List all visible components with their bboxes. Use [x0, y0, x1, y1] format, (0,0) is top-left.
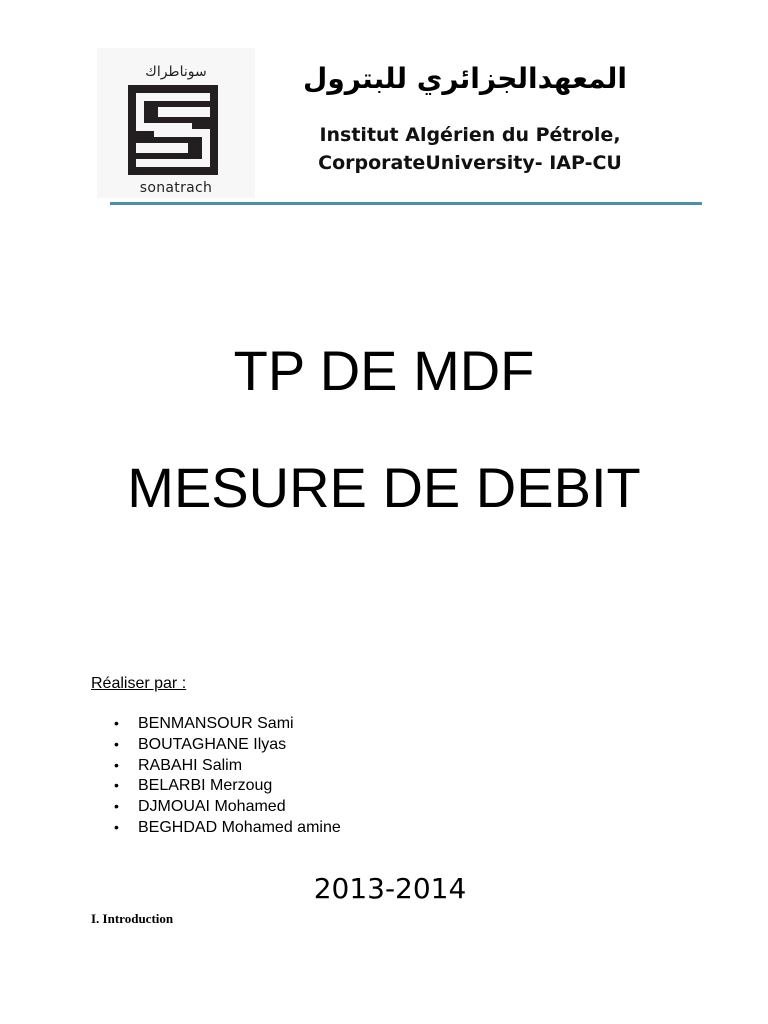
authors-heading: Réaliser par : [91, 675, 187, 692]
academic-year: 2013-2014 [313, 872, 467, 905]
author-name: BENMANSOUR Sami [138, 715, 294, 732]
bullet-icon: • [114, 818, 119, 835]
list-item [114, 817, 341, 838]
authors-list [114, 713, 341, 838]
institute-name-line1: Institut Algérien du Pétrole, [319, 124, 621, 146]
logo-arabic-text: سوناطراك [145, 64, 207, 80]
list-item [114, 796, 341, 817]
bullet-icon: • [114, 715, 119, 731]
list-item [114, 713, 341, 734]
sonatrach-logo [97, 48, 255, 198]
section-heading: I. Introduction [91, 911, 174, 926]
sonatrach-emblem-icon [128, 85, 218, 175]
bullet-icon: • [114, 735, 119, 752]
author-name: BELARBI Merzoug [138, 777, 273, 795]
institute-name-line2: CorporateUniversity- IAP-CU [318, 152, 622, 174]
list-item [114, 775, 341, 796]
author-name: BEGHDAD Mohamed amine [138, 818, 341, 836]
bullet-icon: • [114, 756, 119, 773]
author-name: DJMOUAI Mohamed [138, 798, 286, 816]
author-name: BOUTAGHANE Ilyas [138, 735, 287, 753]
author-name: RABAHI Salim [138, 756, 243, 774]
list-item [114, 755, 341, 776]
logo-wordmark: sonatrach [139, 180, 213, 196]
header-divider [110, 202, 702, 205]
list-item [114, 734, 341, 755]
institute-name-arabic: المعهدالجزائري للبترول [303, 62, 627, 95]
document-subtitle: MESURE DE DEBIT [127, 456, 641, 519]
bullet-icon: • [114, 798, 119, 815]
document-title: TP DE MDF [233, 339, 535, 402]
bullet-icon: • [114, 777, 119, 794]
